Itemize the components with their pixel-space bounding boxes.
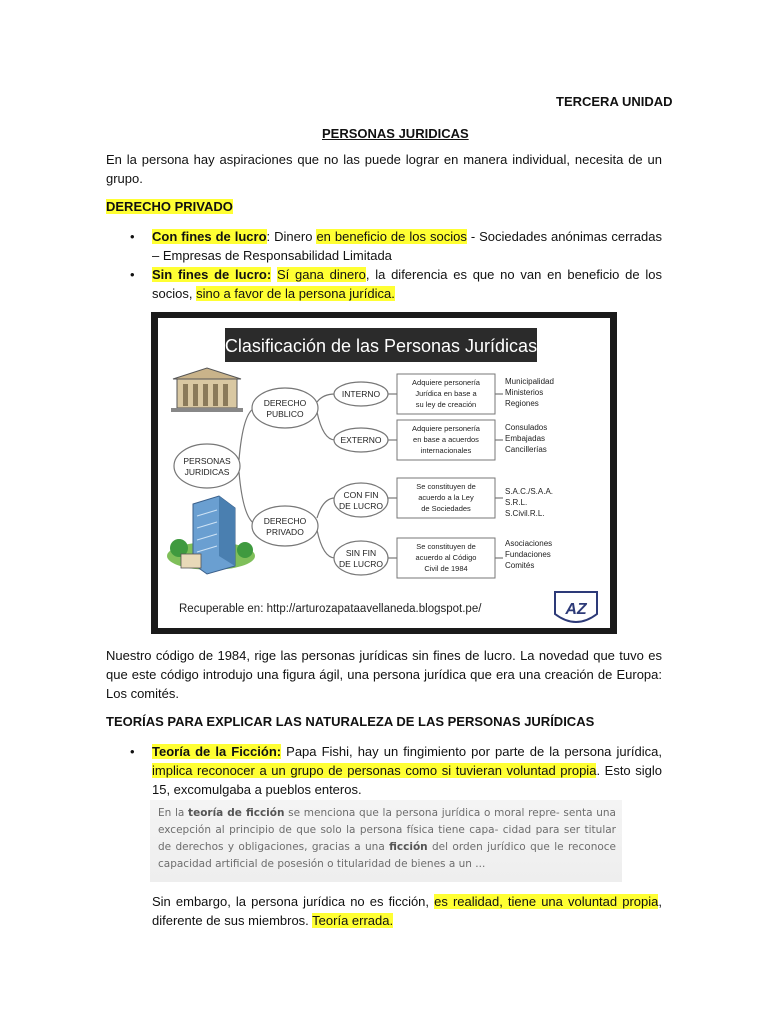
codigo-paragraph: Nuestro código de 1984, rige las personas jurídicas sin fines de lucro. La novedad que tuvo es que este código introdujo una figura ágil, una persona jurídica que era una creación de Europa: Los comités. — [106, 648, 662, 701]
sin-fines-highlight2: sino a favor de la persona jurídica. — [196, 286, 395, 301]
box-externo-line2: en base a acuerdos — [413, 435, 479, 444]
derecho-privado-label: DERECHO PRIVADO — [106, 199, 233, 214]
az-logo-icon — [555, 592, 597, 622]
quote-bold1: teoría de ficción — [188, 807, 285, 819]
quote-part3: del orden jurídico que le reconoce capacidad artificial de posesión o titularidad de bienes a un ... — [158, 841, 617, 870]
ex-con-fin-2: S.R.L. — [505, 498, 528, 507]
node-derecho-privado — [252, 506, 318, 546]
sin-embargo-paragraph — [152, 892, 662, 930]
box-sin-fin-line3: Civil de 1984 — [424, 564, 468, 573]
node-personas-juridicas — [174, 444, 240, 488]
box-externo-line3: internacionales — [420, 446, 472, 455]
ex-sin-fin-2: Fundaciones — [505, 550, 551, 559]
classification-diagram — [151, 312, 617, 634]
bullet-sin-fines — [152, 265, 662, 303]
teoria-ficcion-highlight: implica reconocer a un grupo de personas como si tuvieran voluntad propia — [152, 763, 597, 778]
node-derecho-publico — [252, 388, 318, 428]
bullet-dot-icon: • — [130, 229, 135, 244]
intro-paragraph: En la persona hay aspiraciones que no las puede lograr en manera individual, necesita de un grupo. — [106, 152, 662, 186]
ex-interno-2: Ministerios — [505, 388, 544, 397]
ex-sin-fin-3: Comités — [505, 561, 535, 570]
ex-con-fin-3: S.Civil.R.L. — [505, 509, 545, 518]
az-logo-text: AZ — [565, 601, 587, 618]
node-privado-line1: DERECHO — [263, 516, 307, 526]
ex-interno-3: Regiones — [505, 399, 539, 408]
ex-externo-3: Cancillerías — [505, 445, 547, 454]
page-title: PERSONAS JURIDICAS — [322, 126, 469, 141]
node-interno-label: INTERNO — [341, 389, 381, 399]
teoria-ficcion-label: Teoría de la Ficción: — [152, 744, 282, 759]
box-interno-line2: Jurídica en base a — [415, 389, 477, 398]
ex-interno-1: Municipalidad — [505, 377, 554, 386]
box-sin-fin-line2: acuerdo al Código — [415, 553, 477, 562]
box-interno-line3: su ley de creación — [415, 400, 477, 409]
ex-sin-fin-1: Asociaciones — [505, 539, 553, 548]
node-personas-line2: JURIDICAS — [184, 467, 230, 477]
sin-fines-highlight1: Sí gana dinero — [276, 267, 366, 282]
node-con-fin — [334, 483, 388, 517]
ex-con-fin-1: S.A.C./S.A.A. — [505, 487, 554, 496]
sin-embargo-highlight1: es realidad, tiene una voluntad propia — [434, 894, 659, 909]
bullet-con-fines — [152, 227, 662, 265]
box-externo-line1: Adquiere personería — [412, 424, 480, 433]
figure-title: Clasificación de las Personas Jurídicas — [224, 336, 538, 356]
box-sin-fin-line1: Se constituyen de — [416, 542, 476, 551]
con-fines-label: Con fines de lucro — [152, 229, 267, 244]
node-privado-line2: PRIVADO — [266, 527, 304, 537]
ex-externo-2: Embajadas — [505, 434, 546, 443]
figure-source: Recuperable en: http://arturozapataavellaneda.blogspot.pe/ — [179, 603, 482, 615]
node-sin-fin-line2: DE LUCRO — [339, 559, 383, 569]
sin-fines-label: Sin fines de lucro: — [152, 267, 272, 282]
derecho-privado-heading — [106, 197, 233, 216]
classification-figure — [151, 312, 617, 634]
node-personas-line1: PERSONAS — [183, 456, 231, 466]
box-con-fin-line2: acuerdo a la Ley — [418, 493, 474, 502]
bullet-dot-icon: • — [130, 267, 135, 282]
bullet-dot-icon: • — [130, 744, 135, 759]
unit-heading: TERCERA UNIDAD — [556, 94, 673, 109]
quote-bold2: ficción — [389, 841, 428, 853]
node-con-fin-line1: CON FIN — [343, 490, 379, 500]
sin-fines-text2: , la diferencia es que no van en beneficio de los socios, — [152, 267, 662, 301]
con-fines-text2: - Sociedades anónimas cerradas – Empresas de Responsabilidad Limitada — [152, 229, 662, 263]
con-fines-text1: Dinero — [270, 229, 317, 244]
box-interno-line1: Adquiere personería — [412, 378, 480, 387]
sin-embargo-text1: Sin embargo, la persona jurídica no es ficción, — [152, 894, 435, 909]
bullet-teoria-ficcion — [152, 742, 662, 799]
sin-embargo-text2: , diferente de sus miembros. — [152, 894, 662, 928]
quote-text — [158, 805, 616, 873]
sin-embargo-highlight2: Teoría errada. — [312, 913, 394, 928]
con-fines-colon: : — [266, 229, 271, 244]
quote-part2: se menciona que la persona jurídica o moral repre- senta una excepción al principio de que solo la persona física tiene capa- cidad para ser titular de derechos y obligaciones, gracias a una — [158, 807, 616, 853]
ex-externo-1: Consulados — [505, 423, 548, 432]
node-externo-label: EXTERNO — [340, 435, 382, 445]
node-con-fin-line2: DE LUCRO — [339, 501, 383, 511]
box-con-fin-line3: de Sociedades — [421, 504, 471, 513]
teorias-heading: TEORÍAS PARA EXPLICAR LAS NATURALEZA DE LAS PERSONAS JURÍDICAS — [106, 714, 595, 729]
quote-part1: En la — [158, 807, 189, 819]
teoria-ficcion-text2: . Esto siglo 15, excomulgaba a pueblos enteros. — [152, 763, 662, 797]
box-con-fin-line1: Se constituyen de — [416, 482, 476, 491]
con-fines-highlight: en beneficio de los socios — [316, 229, 467, 244]
teoria-ficcion-text1: Papa Fishi, hay un fingimiento por parte de la persona jurídica, — [281, 744, 662, 759]
quote-image — [150, 800, 622, 882]
node-publico-line2: PUBLICO — [266, 409, 304, 419]
node-sin-fin-line1: SIN FIN — [345, 548, 377, 558]
node-sin-fin — [334, 541, 388, 575]
node-publico-line1: DERECHO — [263, 398, 307, 408]
